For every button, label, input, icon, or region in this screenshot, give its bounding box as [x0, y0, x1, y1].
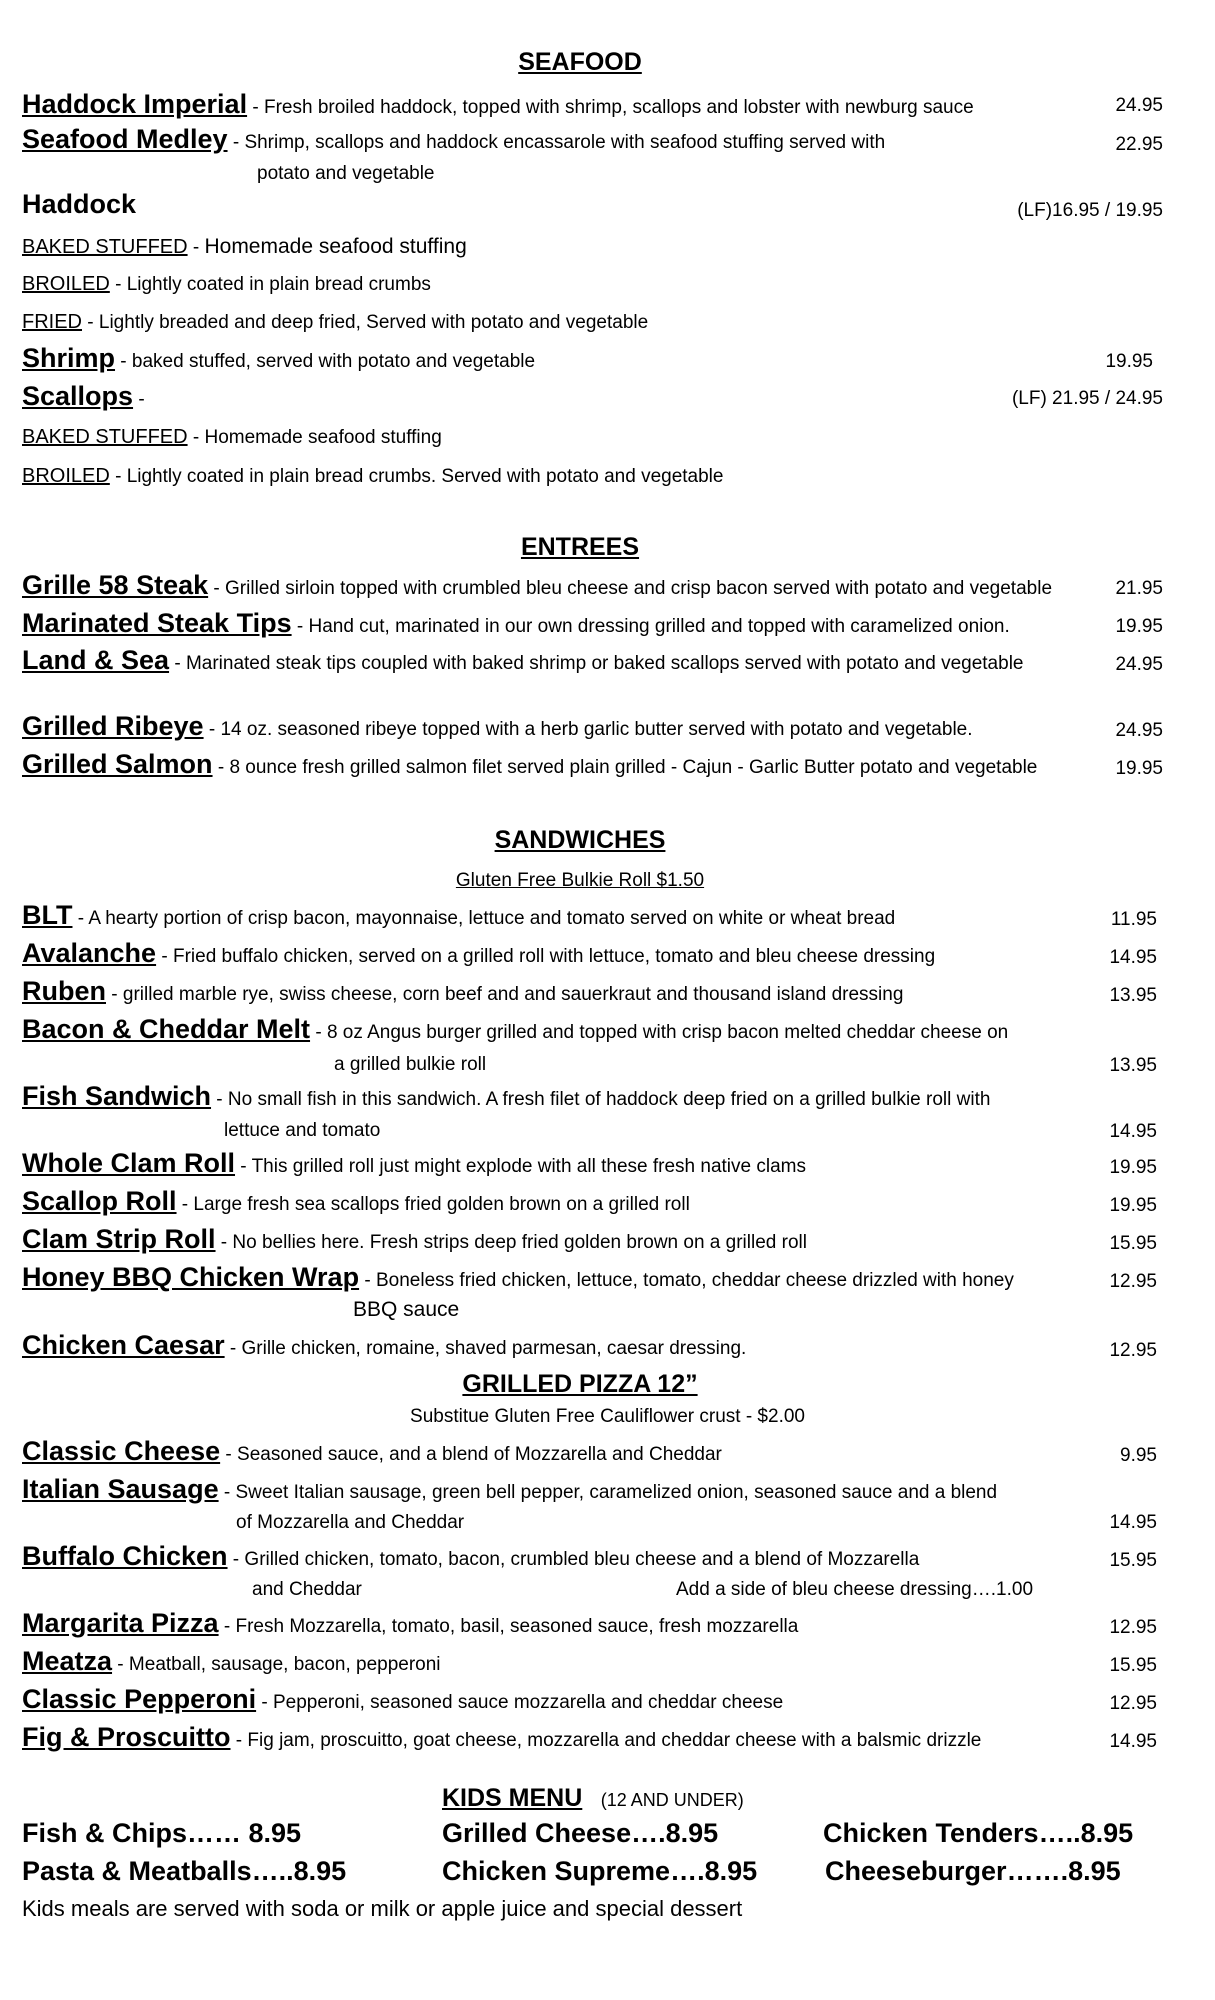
item-name: Clam Strip Roll	[22, 1224, 216, 1254]
item-price: 11.95	[1110, 909, 1157, 930]
item-desc: Fried buffalo chicken, served on a grilled roll with lettuce, tomato and bleu cheese dressing	[172, 946, 936, 967]
item-name: Avalanche	[22, 938, 157, 968]
item-price: 19.95	[1115, 616, 1163, 637]
subitem-name: BROILED	[22, 273, 110, 295]
item-name: Italian Sausage	[22, 1474, 219, 1504]
item-price: 14.95	[1109, 1512, 1157, 1533]
item-desc: Marinated steak tips coupled with baked shrimp or baked scallops served with potato and vegetable	[185, 653, 1024, 674]
item-desc: Seasoned sauce, and a blend of Mozzarella and Cheddar	[237, 1444, 722, 1465]
item-name: Fig & Proscuitto	[22, 1722, 231, 1752]
item-name: Marinated Steak Tips	[22, 608, 292, 638]
item-price: 21.95	[1115, 578, 1163, 599]
item-desc-cont: lettuce and tomato	[224, 1120, 381, 1141]
item-name: Land & Sea	[22, 645, 170, 675]
item-name: Classic Cheese	[22, 1436, 221, 1466]
item-desc: 14 oz. seasoned ribeye topped with a herb garlic butter served with potato and vegetable.	[220, 719, 973, 740]
item-desc: Hand cut, marinated in our own dressing grilled and topped with caramelized onion.	[308, 616, 1010, 637]
item-desc: Large fresh sea scallops fried golden brown on a grilled roll	[193, 1194, 690, 1215]
item-price: (LF)16.95 / 19.95	[1017, 200, 1163, 221]
menu-subitem: BAKED STUFFED - Homemade seafood stuffing	[22, 426, 442, 448]
item-desc-cont: a grilled bulkie roll	[334, 1054, 487, 1075]
item-name: Scallops	[22, 381, 134, 411]
item-desc: No small fish in this sandwich. A fresh filet of haddock deep fried on a grilled bulkie roll with	[227, 1089, 991, 1110]
item-desc-cont: and Cheddar	[252, 1579, 362, 1600]
item-price: 12.95	[1109, 1693, 1157, 1714]
item-name: Haddock Imperial	[22, 89, 248, 119]
item-desc: 8 oz Angus burger grilled and topped with crisp bacon melted cheddar cheese on	[326, 1022, 1009, 1043]
kids-item: Pasta & Meatballs…..8.95	[22, 1856, 347, 1886]
item-desc: Sweet Italian sausage, green bell pepper, caramelized onion, seasoned sauce and a blend	[235, 1482, 998, 1503]
menu-item: Scallop Roll - Large fresh sea scallops fried golden brown on a grilled roll	[22, 1186, 690, 1216]
menu-item: Classic Pepperoni - Pepperoni, seasoned sauce mozzarella and cheddar cheese	[22, 1684, 784, 1714]
item-desc: No bellies here. Fresh strips deep fried golden brown on a grilled roll	[232, 1232, 807, 1253]
sandwiches-note: Gluten Free Bulkie Roll $1.50	[455, 870, 705, 891]
item-name: Chicken Caesar	[22, 1330, 225, 1360]
item-price: 22.95	[1115, 134, 1163, 155]
menu-item: Bacon & Cheddar Melt - 8 oz Angus burger grilled and topped with crisp bacon melted cheddar cheese on	[22, 1014, 1009, 1044]
pizza-heading: GRILLED PIZZA 12”	[462, 1370, 698, 1398]
item-price: 12.95	[1109, 1617, 1157, 1638]
item-price: 19.95	[1109, 1195, 1157, 1216]
menu-item: Margarita Pizza - Fresh Mozzarella, tomato, basil, seasoned sauce, fresh mozzarella	[22, 1608, 799, 1638]
kids-item: Grilled Cheese….8.95	[442, 1818, 719, 1848]
item-name: Classic Pepperoni	[22, 1684, 257, 1714]
menu-item: Haddock Imperial - Fresh broiled haddock, topped with shrimp, scallops and lobster with newburg sauce	[22, 89, 974, 119]
item-desc: Lightly coated in plain bread crumbs	[126, 274, 431, 295]
item-desc: Meatball, sausage, bacon, pepperoni	[128, 1654, 441, 1675]
item-desc: Grille chicken, romaine, shaved parmesan, caesar dressing.	[241, 1338, 747, 1359]
item-desc: Lightly breaded and deep fried, Served with potato and vegetable	[98, 312, 649, 333]
menu-item: BLT - A hearty portion of crisp bacon, mayonnaise, lettuce and tomato served on white or wheat bread	[22, 900, 896, 930]
kids-item: Chicken Tenders…..8.95	[823, 1818, 1134, 1848]
item-price: 19.95	[1109, 1157, 1157, 1178]
menu-item	[22, 190, 1022, 222]
item-desc: Boneless fried chicken, lettuce, tomato, cheddar cheese drizzled with honey	[375, 1270, 1014, 1291]
item-desc: 8 ounce fresh grilled salmon filet served plain grilled - Cajun - Garlic Butter potato and vegetable	[229, 757, 1038, 778]
subitem-name: FRIED	[22, 311, 82, 333]
menu-subitem: BROILED - Lightly coated in plain bread crumbs. Served with potato and vegetable	[22, 465, 724, 487]
menu-item: Honey BBQ Chicken Wrap - Boneless fried chicken, lettuce, tomato, cheddar cheese drizzled with honey	[22, 1262, 1014, 1292]
item-desc: Pepperoni, seasoned sauce mozzarella and cheddar cheese	[272, 1692, 784, 1713]
item-name: Bacon & Cheddar Melt	[22, 1014, 311, 1044]
menu-item: Grille 58 Steak - Grilled sirloin topped with crumbled bleu cheese and crisp bacon served with potato and vegetable	[22, 570, 1053, 600]
item-price: 24.95	[1115, 95, 1163, 116]
item-name: Grille 58 Steak	[22, 570, 209, 600]
item-price: (LF) 21.95 / 24.95	[1011, 388, 1163, 409]
item-desc: A hearty portion of crisp bacon, mayonnaise, lettuce and tomato served on white or wheat bread	[88, 908, 896, 929]
item-desc: Fresh broiled haddock, topped with shrimp, scallops and lobster with newburg sauce	[263, 97, 974, 118]
item-name: Grilled Ribeye	[22, 711, 204, 741]
item-desc: Fig jam, proscuitto, goat cheese, mozzarella and cheddar cheese with a balsmic drizzle	[247, 1730, 982, 1751]
item-desc: Lightly coated in plain bread crumbs. Served with potato and vegetable	[126, 466, 724, 487]
item-name: BLT	[22, 900, 73, 930]
item-desc-cont: potato and vegetable	[257, 163, 435, 184]
kids-item: Fish & Chips…… 8.95	[22, 1818, 302, 1848]
menu-item: Fig & Proscuitto - Fig jam, proscuitto, goat cheese, mozzarella and cheddar cheese with a balsmic drizzle	[22, 1722, 982, 1752]
kids-item: Cheeseburger…….8.95	[825, 1856, 1121, 1886]
item-desc: grilled marble rye, swiss cheese, corn beef and and sauerkraut and thousand island dressing	[122, 984, 904, 1005]
item-desc: Homemade seafood stuffing	[204, 235, 467, 258]
menu-item: Chicken Caesar - Grille chicken, romaine, shaved parmesan, caesar dressing.	[22, 1330, 747, 1360]
item-desc-cont: BBQ sauce	[353, 1298, 460, 1321]
item-price: 13.95	[1109, 985, 1157, 1006]
item-name: Seafood Medley	[22, 124, 228, 154]
item-price: 9.95	[1120, 1445, 1157, 1466]
seafood-heading: SEAFOOD	[518, 48, 642, 76]
subitem-name: BAKED STUFFED	[22, 236, 188, 258]
menu-item: Fish Sandwich - No small fish in this sandwich. A fresh filet of haddock deep fried on a grilled bulkie roll with	[22, 1081, 991, 1111]
entrees-heading: ENTREES	[520, 533, 640, 561]
kids-heading: KIDS MENU	[442, 1784, 583, 1812]
item-name: Honey BBQ Chicken Wrap	[22, 1262, 360, 1292]
menu-item: Buffalo Chicken - Grilled chicken, tomato, bacon, crumbled bleu cheese and a blend of Mozzarella	[22, 1541, 920, 1571]
menu-item: Grilled Salmon - 8 ounce fresh grilled salmon filet served plain grilled - Cajun - Garlic Butter potato and vegetable	[22, 749, 1038, 779]
menu-item: Italian Sausage - Sweet Italian sausage, green bell pepper, caramelized onion, seasoned sauce and a blend	[22, 1474, 998, 1504]
menu-item: Classic Cheese - Seasoned sauce, and a blend of Mozzarella and Cheddar	[22, 1436, 722, 1466]
subitem-name: BAKED STUFFED	[22, 426, 188, 448]
item-price: 14.95	[1109, 947, 1157, 968]
item-price: 15.95	[1109, 1550, 1157, 1571]
item-desc: Grilled chicken, tomato, bacon, crumbled bleu cheese and a blend of Mozzarella	[244, 1549, 920, 1570]
menu-item: Avalanche - Fried buffalo chicken, served on a grilled roll with lettuce, tomato and bleu cheese dressing	[22, 938, 936, 968]
item-name: Ruben	[22, 976, 106, 1006]
menu-item: Shrimp - baked stuffed, served with potato and vegetable	[22, 343, 536, 373]
item-desc: Fresh Mozzarella, tomato, basil, seasoned sauce, fresh mozzarella	[235, 1616, 799, 1637]
menu-item: Whole Clam Roll - This grilled roll just might explode with all these fresh native clams	[22, 1148, 806, 1178]
menu-item: Meatza - Meatball, sausage, bacon, pepperoni	[22, 1646, 441, 1676]
item-price: 13.95	[1109, 1055, 1157, 1076]
menu-item: Clam Strip Roll - No bellies here. Fresh strips deep fried golden brown on a grilled roll	[22, 1224, 807, 1254]
menu-item: Land & Sea - Marinated steak tips coupled with baked shrimp or baked scallops served with potato and vegetable	[22, 645, 1024, 675]
item-name: Haddock	[22, 189, 137, 219]
item-price: 12.95	[1109, 1340, 1157, 1361]
pizza-note: Substitue Gluten Free Cauliflower crust - $2.00	[410, 1406, 805, 1427]
item-desc: baked stuffed, served with potato and vegetable	[131, 351, 536, 372]
item-name: Grilled Salmon	[22, 749, 213, 779]
menu-item: Grilled Ribeye - 14 oz. seasoned ribeye topped with a herb garlic butter served with potato and vegetable.	[22, 711, 973, 741]
item-price: 19.95	[1105, 351, 1153, 372]
menu-subitem: BAKED STUFFED - Homemade seafood stuffing	[22, 235, 467, 258]
item-name: Buffalo Chicken	[22, 1541, 228, 1571]
item-price: 14.95	[1109, 1731, 1157, 1752]
sandwiches-heading: SANDWICHES	[494, 826, 666, 854]
side-dressing-note: Add a side of bleu cheese dressing….1.00	[676, 1579, 1034, 1600]
item-price: 19.95	[1115, 758, 1163, 779]
item-desc: Homemade seafood stuffing	[204, 427, 442, 448]
kids-heading-row	[442, 1784, 744, 1813]
item-desc: This grilled roll just might explode with all these fresh native clams	[251, 1156, 806, 1177]
item-price: 24.95	[1115, 654, 1163, 675]
kids-age-note: (12 AND UNDER)	[600, 1790, 744, 1810]
item-price: 15.95	[1109, 1233, 1157, 1254]
item-name: Whole Clam Roll	[22, 1148, 236, 1178]
item-price: 15.95	[1109, 1655, 1157, 1676]
item-price: 24.95	[1115, 720, 1163, 741]
item-price: 14.95	[1109, 1121, 1157, 1142]
item-name: Fish Sandwich	[22, 1081, 212, 1111]
item-desc: Shrimp, scallops and haddock encassarole with seafood stuffing served with	[244, 132, 886, 153]
kids-item: Chicken Supreme….8.95	[442, 1856, 758, 1886]
item-desc: Grilled sirloin topped with crumbled bleu cheese and crisp bacon served with potato and vegetable	[225, 578, 1053, 599]
menu-item: Ruben - grilled marble rye, swiss cheese, corn beef and and sauerkraut and thousand island dressing	[22, 976, 904, 1006]
item-price: 12.95	[1109, 1271, 1157, 1292]
menu-subitem: BROILED - Lightly coated in plain bread crumbs	[22, 273, 431, 295]
kids-note: Kids meals are served with soda or milk or apple juice and special dessert	[22, 1896, 743, 1921]
item-name: Scallop Roll	[22, 1186, 177, 1216]
menu-item: Scallops -	[22, 381, 145, 411]
item-name: Margarita Pizza	[22, 1608, 219, 1638]
subitem-name: BROILED	[22, 465, 110, 487]
menu-subitem: FRIED - Lightly breaded and deep fried, Served with potato and vegetable	[22, 311, 649, 333]
item-desc-cont: of Mozzarella and Cheddar	[236, 1512, 465, 1533]
item-name: Shrimp	[22, 343, 116, 373]
item-name: Meatza	[22, 1646, 113, 1676]
menu-item: Marinated Steak Tips - Hand cut, marinated in our own dressing grilled and topped with caramelized onion.	[22, 608, 1010, 638]
menu-item: Seafood Medley - Shrimp, scallops and haddock encassarole with seafood stuffing served with	[22, 124, 886, 154]
